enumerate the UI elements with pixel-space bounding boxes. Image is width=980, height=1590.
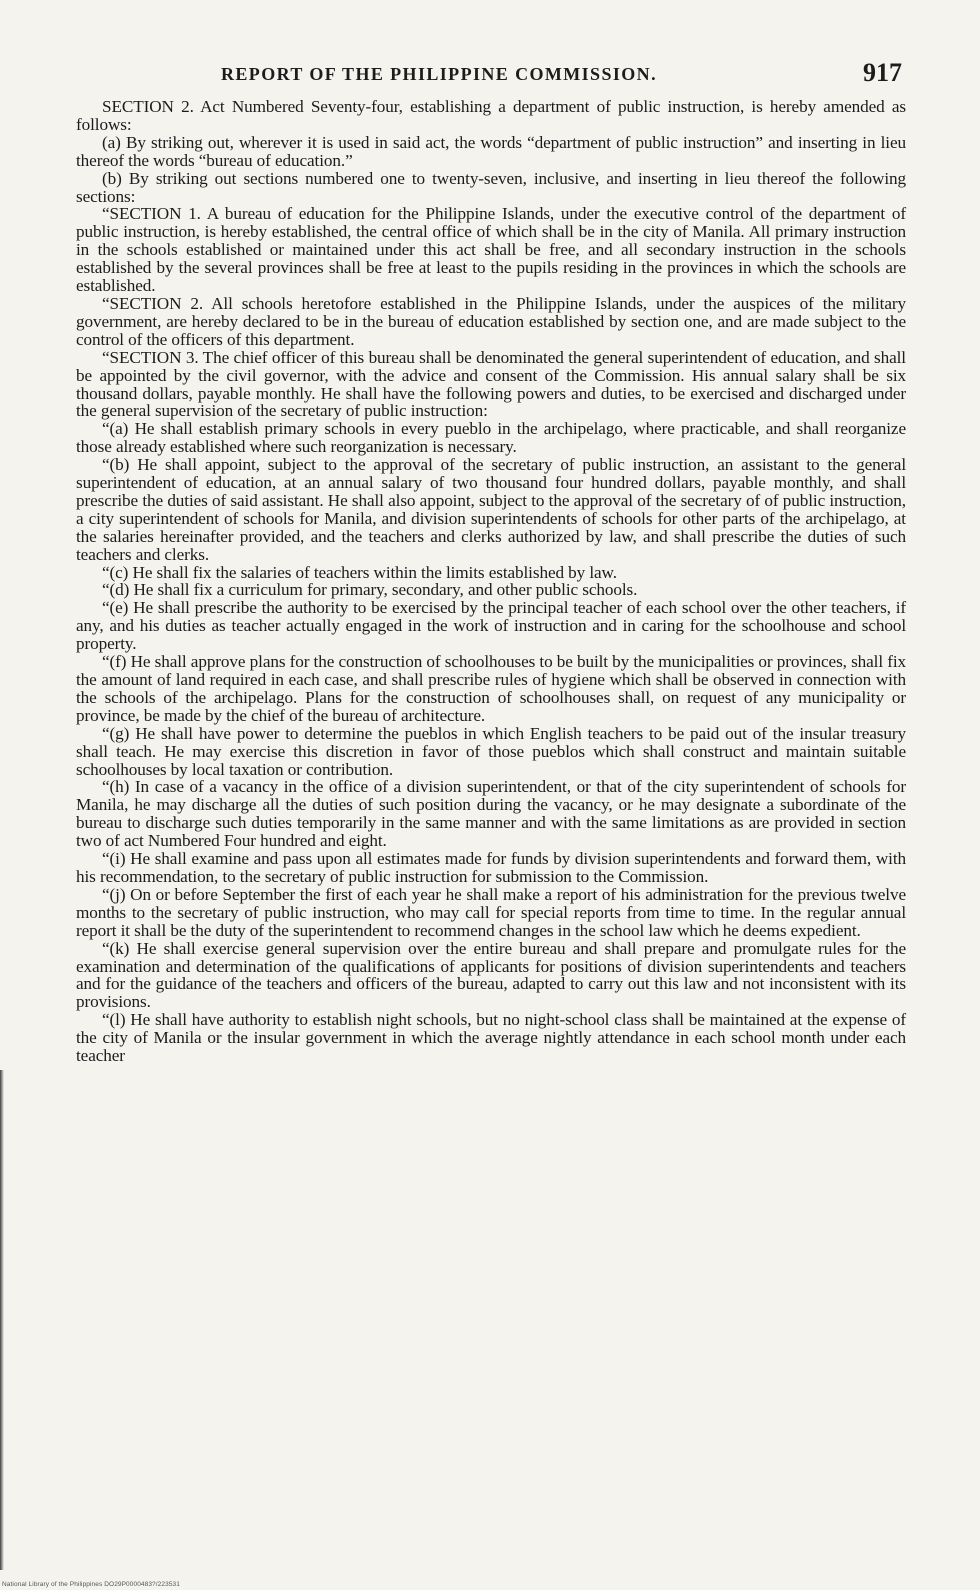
page-number: 917 xyxy=(863,58,902,87)
paragraph-duty-l: “(l) He shall have authority to establish night schools, but no night-school class shall be maintained at the expense of the city of Manila or the insular government in which the average nightly attendance in each school month under each teacher xyxy=(76,1010,906,1066)
paragraph-duty-k: “(k) He shall exercise general supervision over the entire bureau and shall prepare and promulgate rules for the examination and determination of the qualifications of applicants for positions of division superintendents and teachers and for the guidance of the teachers and officers of the bureau, adapted to carry out this law and not inconsistent with its provisions. xyxy=(76,938,906,1012)
paragraph-duty-d: “(d) He shall fix a curriculum for primary, secondary, and other public schools. xyxy=(102,580,638,600)
footer-attribution: National Library of the Philippines DO29P0000483?/223531 xyxy=(2,1581,180,1588)
paragraph-new-section-1: “SECTION 1. A bureau of education for the Philippine Islands, under the executive control of the department of public instruction, is hereby established, the central office of which shall be in the city of Manila. All primary instruction in the schools established or maintained under this act shall be free, and all secondary instruction in the schools established by the several provinces shall be free at least to the pupils residing in the provinces in which the schools are established. xyxy=(76,204,906,296)
paragraph-duty-g: “(g) He shall have power to determine the pueblos in which English teachers to be paid out of the insular treasury shall teach. He may exercise this discretion in favor of those pueblos which shall construct and maintain suitable schoolhouses by local taxation or contribution. xyxy=(76,723,906,779)
document-body xyxy=(76,98,906,1065)
scan-edge-shadow xyxy=(0,1070,4,1570)
paragraph-duty-f: “(f) He shall approve plans for the construction of schoolhouses to be built by the municipalities or provinces, shall fix the amount of land required in each case, and shall prescribe rules of hygiene which shall be observed in connection with the schools of the archipelago. Plans for the construction of schoolhouses shall, on request of any municipality or province, be made by the chief of the bureau of architecture. xyxy=(76,652,907,725)
running-title: REPORT OF THE PHILIPPINE COMMISSION. xyxy=(221,64,657,84)
page-header xyxy=(76,58,906,92)
paragraph-new-section-2: “SECTION 2. All schools heretofore established in the Philippine Islands, under the auspices of the military government, are hereby declared to be in the bureau of education established by section one, and are made subject to the control of the officers of this department. xyxy=(76,293,906,349)
paragraph-duty-i: “(i) He shall examine and pass upon all estimates made for funds by division superintendents and forward them, with his recommendation, to the secretary of public instruction for submission to the Commission. xyxy=(76,849,906,886)
paragraph-duty-c: “(c) He shall fix the salaries of teachers within the limits established by law. xyxy=(102,562,617,582)
paragraph-duty-a: “(a) He shall establish primary schools in every pueblo in the archipelago, where practicable, and shall reorganize those already established where such reorganization is necessary. xyxy=(76,419,906,457)
paragraph-duty-h: “(h) In case of a vacancy in the office of a division superintendent, or that of the city superintendent of schools for Manila, he may discharge all the duties of such position during the vacancy, or he may designate a subordinate of the bureau to discharge such duties temporarily in the same manner and with the same limitations as are provided in section two of act Numbered Four hundred and eight. xyxy=(76,777,906,851)
paragraph-duty-e: “(e) He shall prescribe the authority to be exercised by the principal teacher of each school over the other teachers, if any, and his duties as teacher actually engaged in the work of instruction and in caring for the schoolhouse and school property. xyxy=(76,598,906,654)
paragraph-clause-b: (b) By striking out sections numbered one to twenty-seven, inclusive, and inserting in lieu thereof the following sections: xyxy=(76,168,906,206)
paragraph-duty-j: “(j) On or before September the first of each year he shall make a report of his administration for the previous twelve months to the secretary of public instruction, who may call for special reports from time to time. In the regular annual report it shall be the duty of the superintendent to recommend changes in the school law which he deems expedient. xyxy=(76,884,906,940)
paragraph-clause-a: (a) By striking out, wherever it is used in said act, the words “department of public instruction” and inserting in lieu thereof the words “bureau of education.” xyxy=(76,132,906,170)
paragraph-duty-b: “(b) He shall appoint, subject to the approval of the secretary of public instruction, an assistant to the general superintendent of education, at an annual salary of two thousand four hundred dollars, payable monthly, and shall prescribe the duties of said assistant. He shall also appoint, subject to the approval of the secretary of of public instruction, a city superintendent of schools for Manila, and division superintendents of schools for other parts of the archipelago, at the salaries hereinafter provided, and the teachers and clerks authorized by law, and shall prescribe the duties of such teachers and clerks. xyxy=(76,455,906,564)
paragraph-section-2: SECTION 2. Act Numbered Seventy-four, establishing a department of public instruction, is hereby amended as follows: xyxy=(76,97,906,134)
paragraph-new-section-3: “SECTION 3. The chief officer of this bureau shall be denominated the general superintendent of education, and shall be appointed by the civil governor, with the advice and consent of the Commission. His annual salary shall be six thousand dollars, payable monthly. He shall have the following powers and duties, to be exercised and discharged under the general supervision of the secretary of public instruction: xyxy=(76,347,906,421)
